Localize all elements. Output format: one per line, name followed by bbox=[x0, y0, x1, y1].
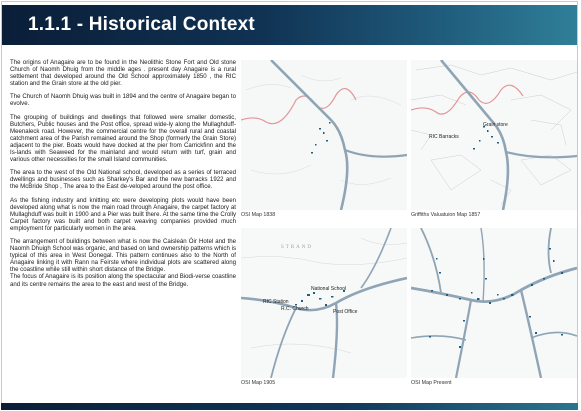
map-caption: OSI Map Present bbox=[411, 380, 452, 386]
footer-bar bbox=[1, 403, 578, 410]
map-osi-1905 bbox=[241, 228, 407, 378]
paragraph: The Church of Naomh Dhuig was built in 1894 and the centre of Anagaire began to evolve. bbox=[10, 93, 236, 108]
map-osi-present bbox=[411, 228, 577, 378]
map-label-post-office: Post Office bbox=[333, 309, 358, 315]
map-label-strand: STRAND bbox=[281, 245, 314, 250]
paragraph: The origins of Anagaire are to be found in the Neolithic Stone Fort and Old stone Church of Naomh Dhuig from the middle ages . present day Anagaire is a rural settlement that developed around the Old School approximately 1850 , the RIC station and the Grain store at the old pier. bbox=[10, 59, 236, 88]
paragraph: The focus of Anagaire is its position along the spectacular and Biodi-verse coastline and its centre remains the area to the east and west of the Bridge. bbox=[10, 273, 236, 288]
map-caption: Griffiths Valuatuion Map 1857 bbox=[411, 212, 481, 218]
paragraph: The grouping of buildings and dwellings that followed were smaller domestic, Butchers, Public houses and the Post office, spread wide-ly along the Mullaghduff-Meenaleck road. However, the commercial centre for the overall rural and coastal catchment area of the Parish remained around the Shop (formerly the Grain Store) adjacent to the pier. Boats would have docked at the pier from Carrickfinn and the Is-lands with Seaweed for the mainland and would return with turf, grain and various other necessities for the small Island communities. bbox=[10, 113, 236, 164]
map-osi-1838 bbox=[241, 60, 407, 210]
title-banner bbox=[2, 5, 577, 45]
history-text-column bbox=[10, 59, 236, 294]
paragraph: The arrangement of buildings between what is now the Caisleán Óir Hotel and the Naomh Dhuigh School was organic, and based on land ownership patterns which is typical of this area in West Donegal. This pattern continues also to the North of Anagaire linking it with Rann na Feirste where individual plots are scattered along the coastline while still within short distance of the Bridge. bbox=[10, 237, 236, 274]
page-title: 1.1.1 - Historical Context bbox=[28, 14, 255, 35]
map-caption: OSI Map 1838 bbox=[241, 212, 276, 218]
map-label-ric-barracks: RIC Barracks bbox=[429, 134, 459, 140]
map-label-national-school: National School bbox=[311, 286, 347, 292]
map-caption: OSI Map 1905 bbox=[241, 380, 276, 386]
map-label-grain-store: Grain store bbox=[483, 122, 508, 128]
map-griffiths-1857 bbox=[411, 60, 577, 210]
paragraph: The area to the west of the Old National school, developed as a series of terraced dwellings and businesses such as Sharkey's Bar and the new barracks 1922 and the McBride Shop , The area to the East de-veloped around the post office. bbox=[10, 169, 236, 191]
map-label-rc-church: R.C. Church bbox=[281, 306, 309, 312]
paragraph: As the fishing industry and knitting etc were developing plots would have been developed along what is now the main road through Anagaire, the carpet factory at Mullaghduff was built in 1900 and a Pier was built there. At the same time the Crolly Carpet factory was built and both carpet weaving companies provided much employment for particularly women in the area. bbox=[10, 196, 236, 232]
map-label-ric-station: RIC Station bbox=[263, 299, 289, 305]
